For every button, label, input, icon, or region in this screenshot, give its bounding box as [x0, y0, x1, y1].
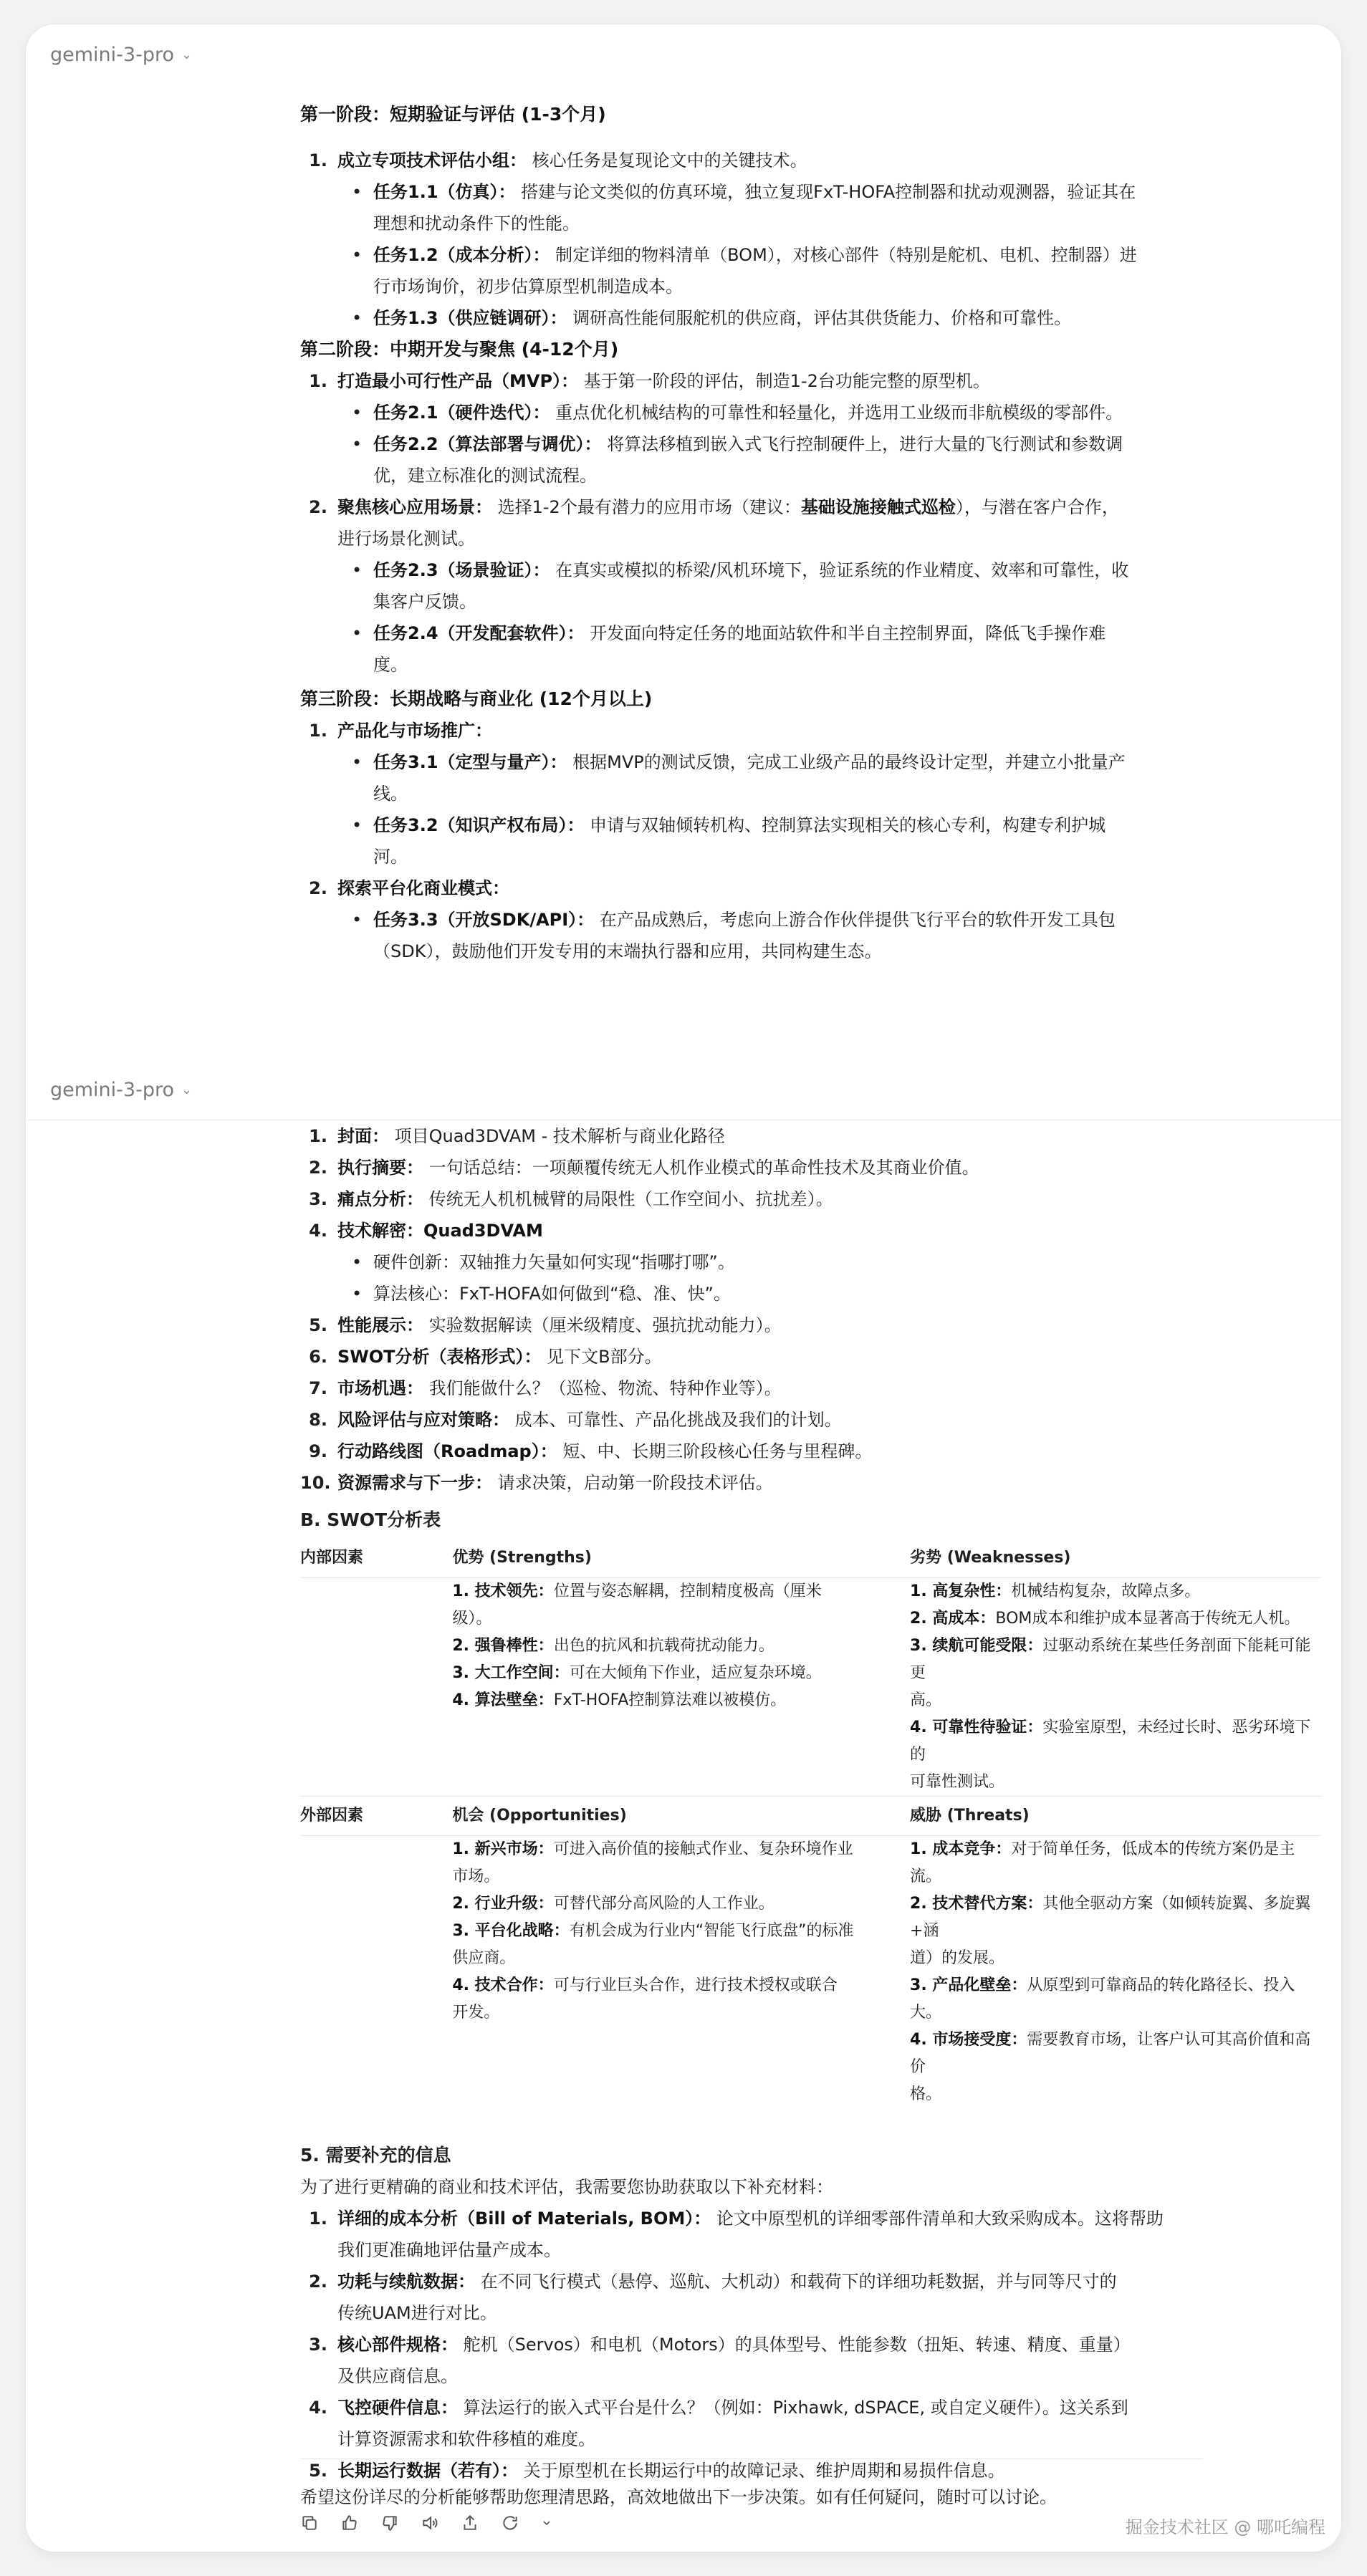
model-label: gemini-3-pro	[50, 1079, 174, 1101]
chevron-down-icon[interactable]	[540, 2513, 553, 2533]
table-row	[300, 1539, 1321, 1578]
speaker-icon[interactable]	[420, 2513, 440, 2533]
task-item: • 任务2.4（开发配套软件）： 开发面向特定任务的地面站软件和半自主控制界面，降低飞手操作难 度。	[300, 617, 1210, 681]
section5-intro: 为了进行更精确的商业和技术评估，我需要您协助获取以下补充材料：	[300, 2177, 833, 2197]
outline-sublist	[300, 1246, 1332, 1309]
list-item: 3. 痛点分析： 传统无人机机械臂的局限性（工作空间小、抗扰差）。	[309, 1189, 833, 1209]
list-item: 2. 探索平台化商业模式：	[309, 878, 509, 898]
list-item: 1. 详细的成本分析（Bill of Materials, BOM）： 论文中原型机的详细零部件清单和大致采购成本。这将帮助 我们更准确地评估量产成本。	[309, 2209, 1164, 2260]
list-item: 7. 市场机遇： 我们能做什么？（巡检、物流、特种作业等）。	[309, 1378, 782, 1398]
list-item: 2. 功耗与续航数据： 在不同飞行模式（悬停、巡航、大机动）和载荷下的详细功耗数据，并与同等尺寸的 传统UAM进行对比。	[309, 2272, 1117, 2323]
swot-entry: 2. 技术替代方案：其他全驱动方案（如倾转旋翼、多旋翼+涵 道）的发展。	[910, 1895, 1311, 1967]
bullet-icon: •	[352, 910, 363, 930]
task-item: • 任务2.2（算法部署与调优）： 将算法移植到嵌入式飞行控制硬件上，进行大量的飞行测试和参数调 优，建立标准化的测试流程。	[300, 428, 1210, 491]
swot-entry: 3. 平台化战略：有机会成为行业内“智能飞行底盘”的标准 供应商。	[452, 1922, 854, 1967]
internal-label: 内部因素	[300, 1539, 452, 1578]
swot-entry: 4. 市场接受度：需要教育市场，让客户认可其高价值和高价 格。	[910, 2031, 1311, 2103]
list-item: 5. 性能展示： 实验数据解读（厘米级精度、强抗扰动能力）。	[309, 1315, 782, 1335]
task-item: • 任务2.1（硬件迭代）： 重点优化机械结构的可靠性和轻量化，并选用工业级而非航模级的零部件。	[300, 397, 1210, 428]
bullet-icon: •	[352, 1252, 363, 1272]
bullet-icon: •	[352, 623, 363, 643]
opportunities-header: 机会 (Opportunities)	[452, 1797, 910, 1836]
list-item: 1. 封面： 项目Quad3DVAM - 技术解析与商业化路径	[309, 1126, 725, 1146]
threats-cell	[910, 1836, 1321, 2109]
weaknesses-cell	[910, 1578, 1321, 1797]
bullet-icon: •	[352, 308, 363, 328]
response-toolbar	[299, 2513, 553, 2533]
stage2-title: 第二阶段：中期开发与聚焦 (4-12个月)	[300, 339, 619, 360]
stage1-title: 第一阶段：短期验证与评估 (1-3个月)	[300, 104, 606, 125]
table-row	[300, 1797, 1321, 1836]
closing-text: 希望这份详尽的分析能够帮助您理清思路，高效地做出下一步决策。如有任何疑问，随时可以讨论。	[300, 2487, 1057, 2507]
strengths-cell	[452, 1578, 910, 1797]
swot-entry: 2. 高成本：BOM成本和维护成本显著高于传统无人机。	[910, 1610, 1300, 1628]
list-item: 10. 资源需求与下一步： 请求决策，启动第一阶段技术评估。	[300, 1473, 773, 1493]
external-label: 外部因素	[300, 1797, 452, 1836]
bullet-icon: •	[352, 245, 363, 265]
swot-entry: 4. 技术合作：可与行业巨头合作，进行技术授权或联合 开发。	[452, 1976, 838, 2022]
list-item: 2. 执行摘要： 一句话总结：一项颠覆传统无人机作业模式的革命性技术及其商业价值。	[309, 1158, 979, 1178]
bullet-icon: •	[352, 403, 363, 423]
task-item: • 任务3.3（开放SDK/API）： 在产品成熟后，考虑向上游合作伙伴提供飞行平台的软件开发工具包 （SDK），鼓励他们开发专用的末端执行器和应用，共同构建生态。	[300, 904, 1210, 967]
list-item: 5. 长期运行数据（若有）： 关于原型机在长期运行中的故障记录、维护周期和易损件信息。	[309, 2461, 1005, 2481]
stage2-tasks-b	[300, 554, 1210, 681]
swot-entry: 1. 技术领先：位置与姿态解耦，控制精度极高（厘米 级）。	[452, 1582, 822, 1628]
list-item: 1. 产品化与市场推广：	[309, 721, 492, 741]
list-item: 1. 打造最小可行性产品（MVP）： 基于第一阶段的评估，制造1-2台功能完整的原型机。	[309, 371, 990, 391]
outline-list	[300, 1120, 1332, 1246]
stage2-tasks-a	[300, 397, 1210, 491]
regenerate-icon[interactable]	[500, 2513, 520, 2533]
thumbs-up-icon[interactable]	[340, 2513, 360, 2533]
bullet-icon: •	[352, 560, 363, 580]
list-item: 4. 飞控硬件信息： 算法运行的嵌入式平台是什么？（例如：Pixhawk, dSPACE, 或自定义硬件）。这关系到 计算资源需求和软件移植的难度。	[309, 2398, 1128, 2449]
swot-entry: 2. 强鲁棒性：出色的抗风和抗载荷扰动能力。	[452, 1637, 774, 1655]
list-item: 1. 成立专项技术评估小组： 核心任务是复现论文中的关键技术。	[309, 150, 807, 170]
bullet-icon: •	[352, 434, 363, 454]
list-item: 6. SWOT分析（表格形式）： 见下文B部分。	[309, 1347, 662, 1367]
bullet-icon: •	[352, 1284, 363, 1304]
swot-entry: 1. 高复杂性：机械结构复杂，故障点多。	[910, 1582, 1201, 1600]
threats-header: 威胁 (Threats)	[910, 1797, 1321, 1836]
opportunities-cell	[452, 1836, 910, 2109]
section5-title: 5. 需要补充的信息	[300, 2145, 451, 2166]
bullet-icon: •	[352, 182, 363, 202]
model-label: gemini-3-pro	[50, 43, 174, 66]
swot-entry: 4. 可靠性待验证：实验室原型，未经过长时、恶劣环境下的 可靠性测试。	[910, 1719, 1311, 1791]
task-item: • 任务1.2（成本分析）： 制定详细的物料清单（BOM），对核心部件（特别是舵机、电机、控制器）进 行市场询价，初步估算原型机制造成本。	[300, 239, 1210, 302]
model-selector[interactable]	[26, 24, 1341, 85]
strengths-header: 优势 (Strengths)	[452, 1539, 910, 1578]
list-item: 9. 行动路线图（Roadmap）： 短、中、长期三阶段核心任务与里程碑。	[309, 1441, 873, 1461]
weaknesses-header: 劣势 (Weaknesses)	[910, 1539, 1321, 1578]
swot-entry: 2. 行业升级：可替代部分高风险的人工作业。	[452, 1895, 774, 1913]
table-row	[300, 1836, 1321, 2109]
task-item: • 任务3.2（知识产权布局）： 申请与双轴倾转机构、控制算法实现相关的核心专利，构建专利护城 河。	[300, 809, 1210, 873]
swot-title: B. SWOT分析表	[300, 1509, 441, 1530]
list-item: 4. 技术解密：Quad3DVAM	[309, 1221, 543, 1241]
swot-entry: 1. 新兴市场：可进入高价值的接触式作业、复杂环境作业 市场。	[452, 1840, 853, 1885]
model-selector-2[interactable]	[26, 1060, 1341, 1120]
swot-entry: 1. 成本竞争：对于简单任务，低成本的传统方案仍是主流。	[910, 1840, 1295, 1885]
stage3-title: 第三阶段：长期战略与商业化 (12个月以上)	[300, 688, 653, 709]
watermark: 掘金技术社区 @ 哪吒编程	[1125, 2517, 1325, 2537]
table-row	[300, 1578, 1321, 1797]
chevron-down-icon: ⌄	[181, 1082, 193, 1097]
swot-table	[300, 1539, 1321, 2108]
sub-item: • 硬件创新：双轴推力矢量如何实现“指哪打哪”。	[300, 1246, 1332, 1278]
chat-card	[26, 24, 1341, 2552]
swot-entry: 3. 续航可能受限：过驱动系统在某些任务剖面下能耗可能更 高。	[910, 1637, 1311, 1709]
task-item: • 任务1.3（供应链调研）： 调研高性能伺服舵机的供应商，评估其供货能力、价格和可靠性。	[300, 302, 1210, 334]
bullet-icon: •	[352, 752, 363, 772]
copy-icon[interactable]	[299, 2513, 320, 2533]
list-item: 2. 聚焦核心应用场景： 选择1-2个最有潜力的应用市场（建议：基础设施接触式巡检），与潜在客户合作， 进行场景化测试。	[309, 497, 1119, 549]
task-item: • 任务2.3（场景验证）： 在真实或模拟的桥梁/风机环境下，验证系统的作业精度、效率和可靠性，收 集客户反馈。	[300, 554, 1210, 617]
bullet-icon: •	[352, 815, 363, 835]
section5-list	[300, 2203, 1332, 2486]
outline-list-2	[300, 1309, 1332, 1499]
share-icon[interactable]	[460, 2513, 480, 2533]
list-item: 8. 风险评估与应对策略： 成本、可靠性、产品化挑战及我们的计划。	[309, 1410, 842, 1430]
swot-entry: 4. 算法壁垒：FxT-HOFA控制算法难以被模仿。	[452, 1691, 787, 1709]
response-part-2	[300, 1120, 1332, 2486]
chevron-down-icon: ⌄	[181, 47, 193, 62]
thumbs-down-icon[interactable]	[380, 2513, 400, 2533]
task-item: • 任务1.1（仿真）： 搭建与论文类似的仿真环境，独立复现FxT-HOFA控制器和扰动观测器，验证其在 理想和扰动条件下的性能。	[300, 176, 1210, 239]
stage3-tasks-b	[300, 904, 1210, 967]
response-part-1	[300, 99, 1210, 967]
swot-entry: 3. 产品化壁垒：从原型到可靠商品的转化路径长、投入大。	[910, 1976, 1295, 2022]
stage3-tasks-a	[300, 746, 1210, 873]
sub-item: • 算法核心：FxT-HOFA如何做到“稳、准、快”。	[300, 1278, 1332, 1309]
list-item: 3. 核心部件规格： 舵机（Servos）和电机（Motors）的具体型号、性能参数（扭矩、转速、精度、重量） 及供应商信息。	[309, 2335, 1131, 2386]
task-item: • 任务3.1（定型与量产）： 根据MVP的测试反馈，完成工业级产品的最终设计定型，并建立小批量产 线。	[300, 746, 1210, 809]
stage1-tasks	[300, 176, 1210, 334]
swot-entry: 3. 大工作空间：可在大倾角下作业，适应复杂环境。	[452, 1664, 822, 1682]
